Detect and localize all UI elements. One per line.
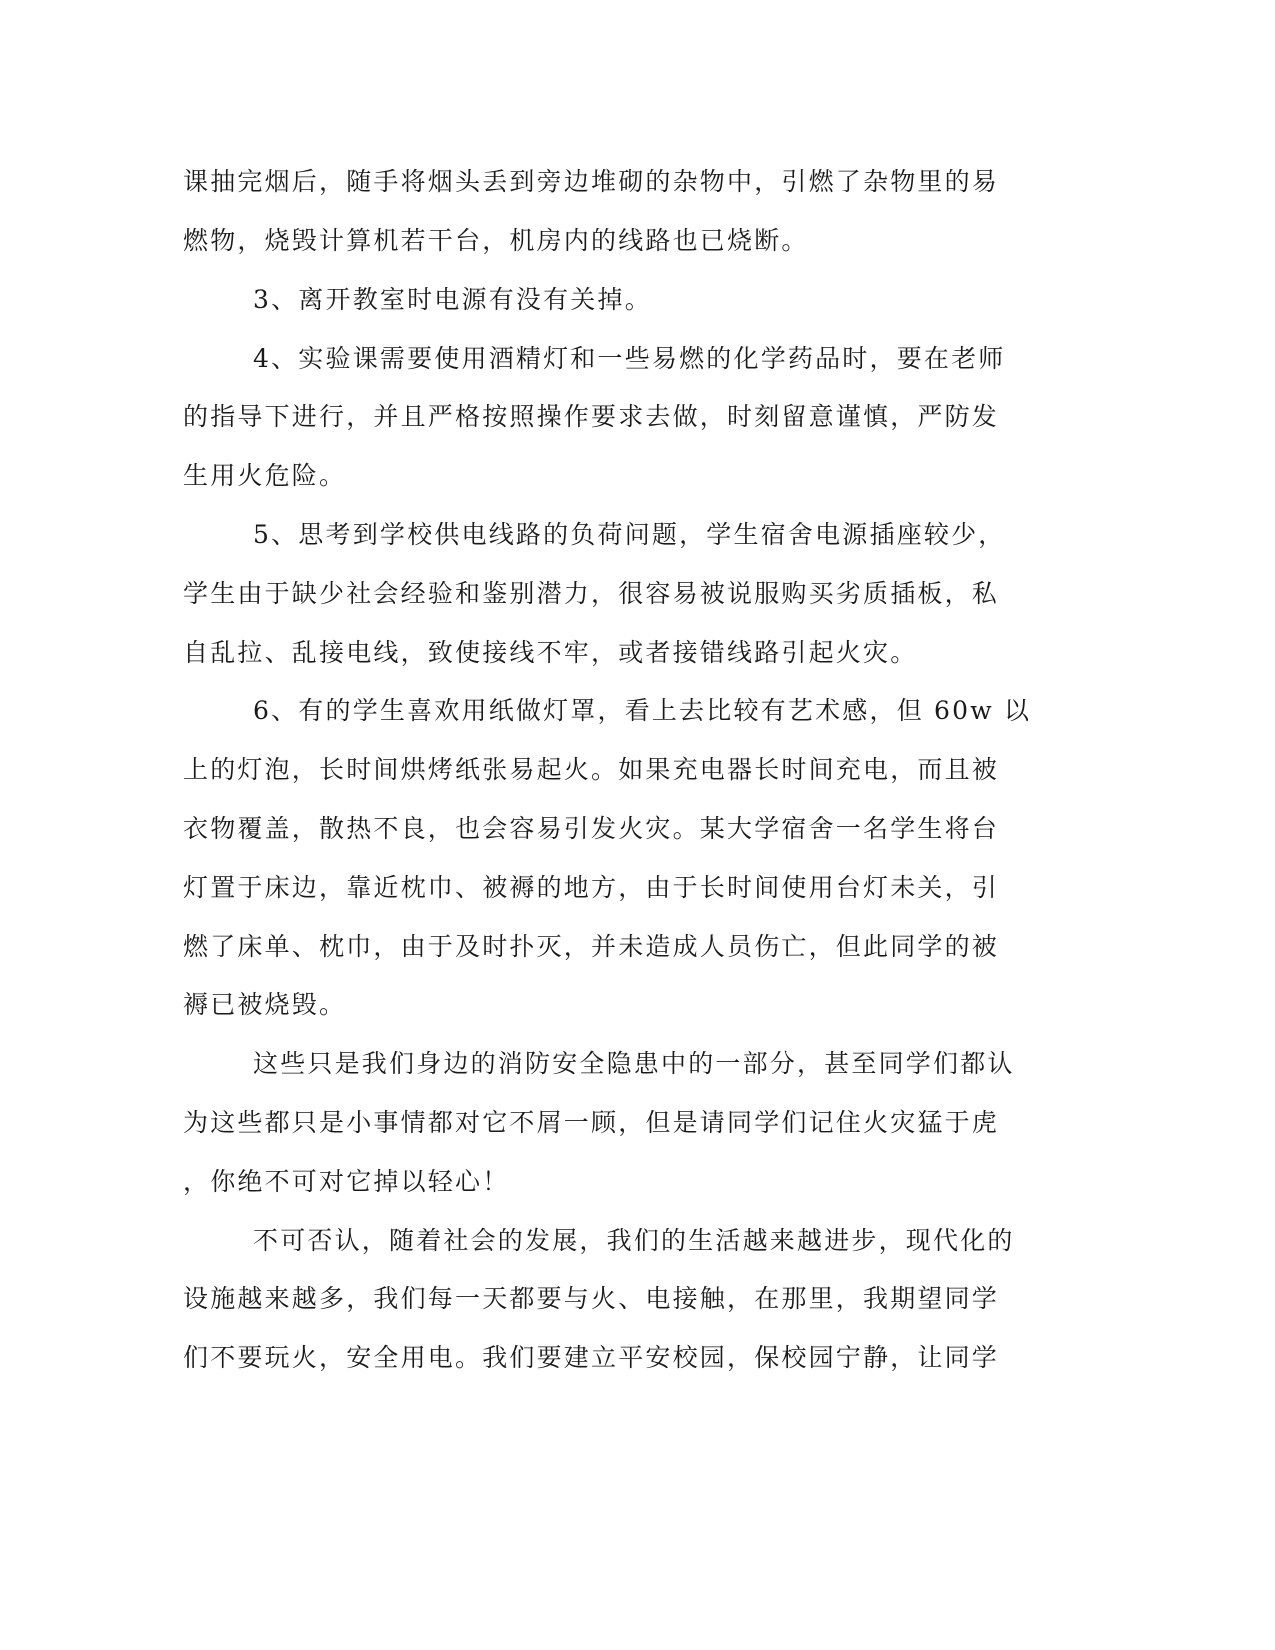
text-line: 灯置于床边，靠近枕巾、被褥的地方，由于长时间使用台灯未关，引 — [183, 873, 1000, 902]
text-line: 生用火危险。 — [183, 461, 347, 490]
text-line: 燃了床单、枕巾，由于及时扑灭，并未造成人员伤亡，但此同学的被 — [183, 932, 1000, 961]
text-line: 为这些都只是小事情都对它不屑一顾，但是请同学们记住火灾猛于虎 — [183, 1108, 1000, 1137]
text-line: 衣物覆盖，散热不良，也会容易引发火灾。某大学宿舍一名学生将台 — [183, 814, 1000, 843]
text-line: 燃物，烧毁计算机若干台，机房内的线路也已烧断。 — [183, 226, 809, 255]
list-item-4: 4、实验课需要使用酒精灯和一些易燃的化学药品时，要在老师 — [253, 344, 1006, 373]
text-line: ，你绝不可对它掉以轻心！ — [183, 1167, 510, 1196]
paragraph-start: 这些只是我们身边的消防安全隐患中的一部分，甚至同学们都认 — [253, 1049, 1015, 1078]
list-item-3: 3、离开教室时电源有没有关掉。 — [253, 285, 652, 314]
list-item-6: 6、有的学生喜欢用纸做灯罩，看上去比较有艺术感，但 60w 以 — [253, 696, 1032, 725]
text-line: 褥已被烧毁。 — [183, 990, 347, 1019]
text-line: 课抽完烟后，随手将烟头丢到旁边堆砌的杂物中，引燃了杂物里的易 — [183, 167, 1000, 196]
text-line: 设施越来越多，我们每一天都要与火、电接触，在那里，我期望同学 — [183, 1284, 1000, 1313]
text-line: 们不要玩火，安全用电。我们要建立平安校园，保校园宁静，让同学 — [183, 1343, 1000, 1372]
text-line: 学生由于缺少社会经验和鉴别潜力，很容易被说服购买劣质插板，私 — [183, 579, 1000, 608]
list-item-5: 5、思考到学校供电线路的负荷问题，学生宿舍电源插座较少， — [253, 520, 1006, 549]
text-line: 的指导下进行，并且严格按照操作要求去做，时刻留意谨慎，严防发 — [183, 402, 1000, 431]
text-line: 上的灯泡，长时间烘烤纸张易起火。如果充电器长时间充电，而且被 — [183, 755, 1000, 784]
paragraph-start: 不可否认，随着社会的发展，我们的生活越来越进步，现代化的 — [253, 1226, 1015, 1255]
text-line: 自乱拉、乱接电线，致使接线不牢，或者接错线路引起火灾。 — [183, 638, 918, 667]
